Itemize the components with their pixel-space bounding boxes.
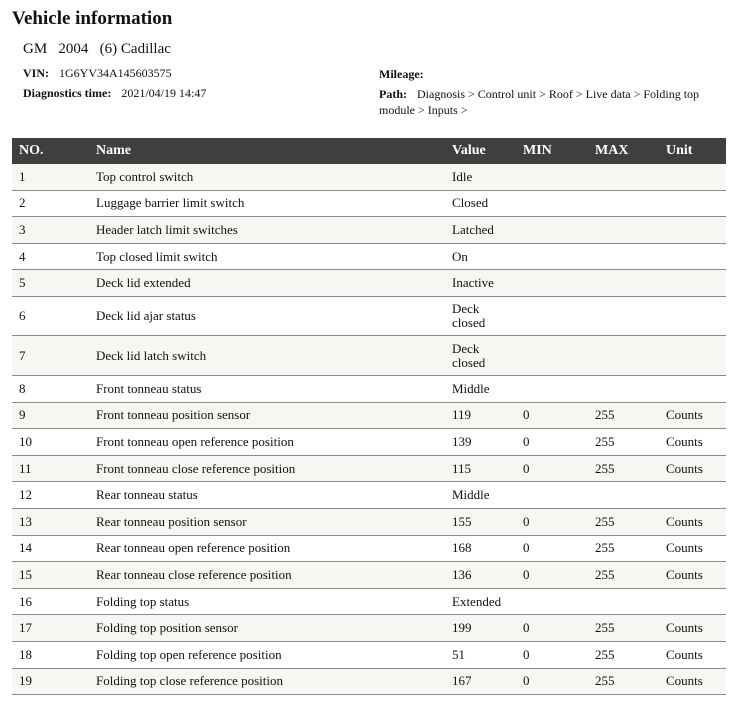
cell-name: Top control switch — [89, 164, 445, 190]
cell-value: 199 — [445, 615, 516, 642]
vin-label: VIN: — [23, 66, 49, 80]
cell-min — [516, 270, 588, 297]
cell-value: Middle — [445, 375, 516, 402]
cell-no: 12 — [12, 482, 89, 509]
cell-no: 11 — [12, 455, 89, 482]
mileage-row — [379, 67, 434, 82]
cell-value: 115 — [445, 455, 516, 482]
cell-value: Closed — [445, 190, 516, 217]
table-row — [12, 588, 726, 615]
cell-no: 17 — [12, 615, 89, 642]
cell-unit — [659, 217, 726, 244]
live-data-table — [12, 138, 726, 695]
cell-no: 8 — [12, 375, 89, 402]
cell-unit — [659, 164, 726, 190]
cell-max — [588, 243, 659, 270]
cell-unit — [659, 190, 726, 217]
table-row — [12, 429, 726, 456]
mileage-label: Mileage: — [379, 67, 424, 81]
table-row — [12, 641, 726, 668]
cell-value: 136 — [445, 562, 516, 589]
cell-unit: Counts — [659, 641, 726, 668]
table-row — [12, 508, 726, 535]
cell-no: 15 — [12, 562, 89, 589]
cell-value: Inactive — [445, 270, 516, 297]
cell-value: 168 — [445, 535, 516, 562]
cell-max: 255 — [588, 615, 659, 642]
cell-max: 255 — [588, 429, 659, 456]
cell-no: 6 — [12, 296, 89, 336]
cell-name: Rear tonneau open reference position — [89, 535, 445, 562]
page-title: Vehicle information — [12, 8, 173, 29]
cell-max: 255 — [588, 535, 659, 562]
cell-no: 5 — [12, 270, 89, 297]
table-row — [12, 562, 726, 589]
path-value: Diagnosis > Control unit > Roof > Live data > Folding top module > Inputs > — [379, 87, 700, 117]
cell-max: 255 — [588, 455, 659, 482]
cell-unit: Counts — [659, 508, 726, 535]
cell-unit — [659, 243, 726, 270]
cell-no: 16 — [12, 588, 89, 615]
cell-value: 119 — [445, 402, 516, 429]
cell-value: Extended — [445, 588, 516, 615]
cell-name: Front tonneau status — [89, 375, 445, 402]
cell-name: Folding top close reference position — [89, 668, 445, 695]
diagnostics-time-value: 2021/04/19 14:47 — [121, 86, 207, 100]
table-body — [12, 164, 726, 695]
cell-max: 255 — [588, 508, 659, 535]
cell-unit: Counts — [659, 615, 726, 642]
cell-min — [516, 164, 588, 190]
vin-value: 1G6YV34A145603575 — [59, 66, 172, 80]
table-row — [12, 455, 726, 482]
cell-max — [588, 270, 659, 297]
cell-max — [588, 336, 659, 376]
diagnostics-time-row — [23, 86, 206, 101]
table-row — [12, 243, 726, 270]
cell-name: Rear tonneau position sensor — [89, 508, 445, 535]
cell-name: Folding top status — [89, 588, 445, 615]
cell-max: 255 — [588, 668, 659, 695]
cell-name: Front tonneau position sensor — [89, 402, 445, 429]
cell-no: 2 — [12, 190, 89, 217]
table-row — [12, 482, 726, 509]
cell-min — [516, 296, 588, 336]
cell-min: 0 — [516, 562, 588, 589]
cell-no: 4 — [12, 243, 89, 270]
column-header-name: Name — [96, 143, 131, 158]
cell-no: 14 — [12, 535, 89, 562]
cell-no: 19 — [12, 668, 89, 695]
cell-max: 255 — [588, 562, 659, 589]
cell-value: Latched — [445, 217, 516, 244]
path-row — [379, 86, 719, 118]
cell-max: 255 — [588, 402, 659, 429]
cell-min — [516, 190, 588, 217]
table-header-row — [12, 138, 726, 164]
cell-min: 0 — [516, 535, 588, 562]
cell-name: Luggage barrier limit switch — [89, 190, 445, 217]
column-header-unit: Unit — [666, 143, 693, 158]
cell-unit — [659, 375, 726, 402]
cell-min — [516, 482, 588, 509]
table-row — [12, 190, 726, 217]
cell-value: 139 — [445, 429, 516, 456]
cell-value: On — [445, 243, 516, 270]
cell-unit: Counts — [659, 455, 726, 482]
cell-max — [588, 217, 659, 244]
cell-value: Deck closed — [445, 296, 516, 336]
cell-unit: Counts — [659, 562, 726, 589]
cell-name: Front tonneau close reference position — [89, 455, 445, 482]
cell-name: Header latch limit switches — [89, 217, 445, 244]
diagnostics-time-label: Diagnostics time: — [23, 86, 112, 100]
cell-unit: Counts — [659, 429, 726, 456]
cell-value: Middle — [445, 482, 516, 509]
column-header-no: NO. — [19, 143, 44, 158]
table-row — [12, 336, 726, 376]
cell-name: Rear tonneau status — [89, 482, 445, 509]
cell-max — [588, 482, 659, 509]
cell-value: Deck closed — [445, 336, 516, 376]
table-row — [12, 164, 726, 190]
table-row — [12, 402, 726, 429]
cell-min — [516, 336, 588, 376]
cell-min: 0 — [516, 668, 588, 695]
cell-unit: Counts — [659, 402, 726, 429]
cell-max — [588, 588, 659, 615]
cell-unit: Counts — [659, 668, 726, 695]
column-header-min: MIN — [523, 143, 552, 158]
cell-no: 9 — [12, 402, 89, 429]
table-row — [12, 375, 726, 402]
cell-no: 3 — [12, 217, 89, 244]
table-row — [12, 668, 726, 695]
cell-min: 0 — [516, 429, 588, 456]
cell-min: 0 — [516, 402, 588, 429]
cell-unit — [659, 270, 726, 297]
cell-min — [516, 217, 588, 244]
cell-no: 7 — [12, 336, 89, 376]
cell-unit — [659, 588, 726, 615]
cell-unit: Counts — [659, 535, 726, 562]
cell-unit — [659, 296, 726, 336]
cell-min: 0 — [516, 615, 588, 642]
cell-max: 255 — [588, 641, 659, 668]
cell-value: 51 — [445, 641, 516, 668]
table-row — [12, 296, 726, 336]
cell-max — [588, 375, 659, 402]
cell-min — [516, 375, 588, 402]
cell-name: Top closed limit switch — [89, 243, 445, 270]
table-row — [12, 615, 726, 642]
cell-name: Rear tonneau close reference position — [89, 562, 445, 589]
cell-value: Idle — [445, 164, 516, 190]
cell-name: Deck lid extended — [89, 270, 445, 297]
cell-value: 167 — [445, 668, 516, 695]
table-row — [12, 217, 726, 244]
cell-name: Folding top open reference position — [89, 641, 445, 668]
table-row — [12, 535, 726, 562]
cell-min — [516, 588, 588, 615]
cell-no: 1 — [12, 164, 89, 190]
cell-min: 0 — [516, 455, 588, 482]
table-row — [12, 270, 726, 297]
column-header-max: MAX — [595, 143, 629, 158]
vehicle-description: GM 2004 (6) Cadillac — [23, 41, 171, 57]
cell-unit — [659, 336, 726, 376]
cell-name: Deck lid latch switch — [89, 336, 445, 376]
cell-no: 18 — [12, 641, 89, 668]
cell-max — [588, 190, 659, 217]
path-label: Path: — [379, 87, 407, 101]
cell-max — [588, 296, 659, 336]
cell-unit — [659, 482, 726, 509]
cell-name: Folding top position sensor — [89, 615, 445, 642]
cell-min: 0 — [516, 508, 588, 535]
cell-min — [516, 243, 588, 270]
cell-name: Deck lid ajar status — [89, 296, 445, 336]
vin-row — [23, 66, 172, 81]
cell-min: 0 — [516, 641, 588, 668]
column-header-value: Value — [452, 143, 486, 158]
cell-no: 10 — [12, 429, 89, 456]
cell-no: 13 — [12, 508, 89, 535]
cell-max — [588, 164, 659, 190]
cell-value: 155 — [445, 508, 516, 535]
cell-name: Front tonneau open reference position — [89, 429, 445, 456]
